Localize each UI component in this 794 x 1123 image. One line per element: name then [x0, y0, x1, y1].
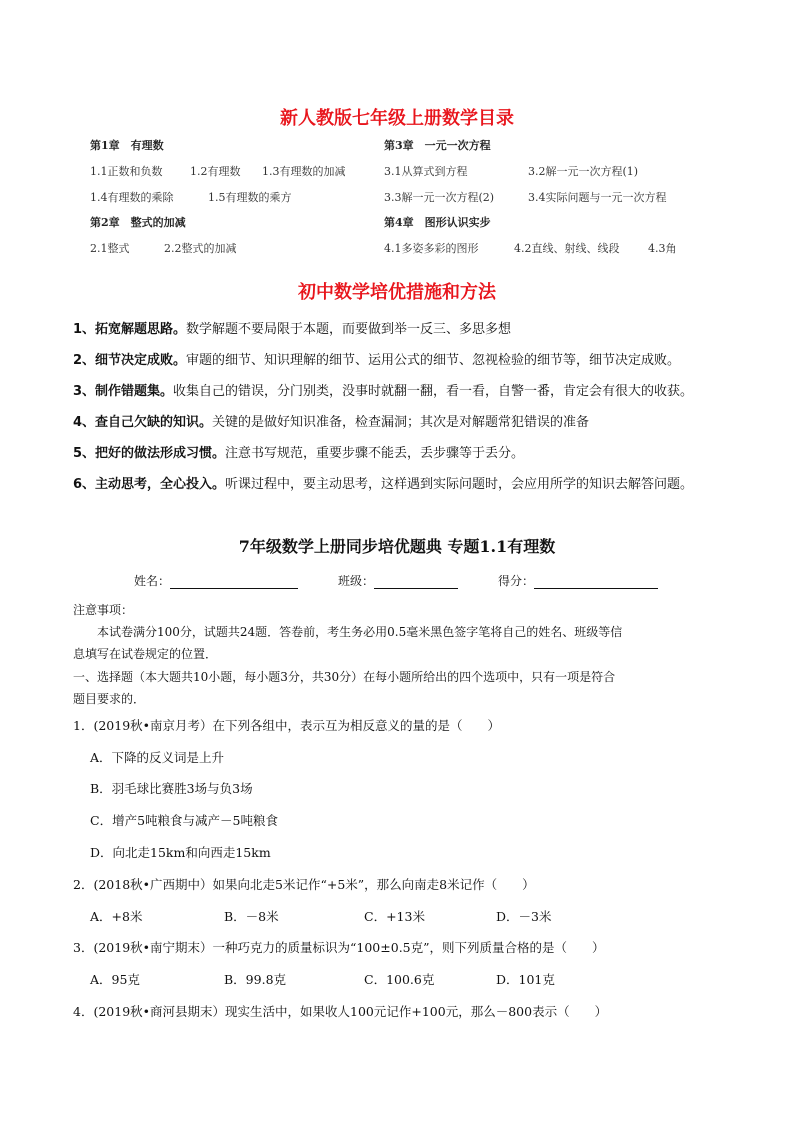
- toc-item: 4.1多姿多彩的图形: [384, 242, 479, 255]
- tip-item: 1、拓宽解题思路。数学解题不要局限于本题，而要做到举一反三、多思多想: [73, 322, 512, 337]
- tip-item: 2、细节决定成败。审题的细节、知识理解的细节、运用公式的细节、忽视检验的细节等，细节决定成败。: [73, 353, 681, 368]
- question-3-option-c[interactable]: C．100.6克: [364, 972, 435, 987]
- chapter-3-heading: 第3章 一元一次方程: [384, 139, 491, 152]
- question-2-option-b[interactable]: B．－8米: [224, 909, 279, 924]
- class-field[interactable]: [338, 572, 458, 589]
- toc-item: 4.3角: [648, 242, 677, 255]
- question-1-option-c[interactable]: C．增产5吨粮食与减产－5吨粮食: [90, 813, 278, 828]
- toc-item: 2.2整式的加减: [164, 242, 237, 255]
- question-1-option-b[interactable]: B．羽毛球比赛胜3场与负3场: [90, 781, 253, 796]
- chapter-2-heading: 第2章 整式的加减: [90, 216, 186, 229]
- question-3-option-a[interactable]: A．95克: [90, 972, 140, 987]
- question-1-option-d[interactable]: D．向北走15km和向西走15km: [90, 845, 271, 860]
- name-field[interactable]: [134, 572, 298, 589]
- question-1-stem: 1．(2019秋•南京月考）在下列各组中，表示互为相反意义的量的是（ ）: [73, 718, 501, 733]
- tip-item: 3、制作错题集。收集自己的错误，分门别类，没事时就翻一翻，看一看，自警一番，肯定会有很大的收获。: [73, 384, 694, 399]
- section-heading: 题目要求的．: [73, 692, 146, 706]
- name-blank[interactable]: [170, 576, 298, 589]
- class-blank[interactable]: [374, 576, 458, 589]
- name-label: 姓名：: [134, 574, 171, 588]
- toc-item: 1.4有理数的乘除: [90, 191, 174, 204]
- section-heading: 一、选择题（本大题共10小题，每小题3分，共30分）在每小题所给出的四个选项中，只有一项是符合: [73, 670, 616, 684]
- question-3-stem: 3．(2019秋•南宁期末）一种巧克力的质量标识为“100±0.5克”，则下列质量合格的是（ ）: [73, 940, 605, 955]
- chapter-1-heading: 第1章 有理数: [90, 139, 164, 152]
- toc-item: 1.1正数和负数: [90, 165, 163, 178]
- toc-item: 3.2解一元一次方程(1): [528, 165, 639, 178]
- class-label: 班级：: [338, 574, 375, 588]
- toc-item: 1.5有理数的乘方: [208, 191, 292, 204]
- score-field[interactable]: [498, 572, 658, 589]
- notice-text: 息填写在试卷规定的位置．: [73, 647, 218, 661]
- question-2-option-a[interactable]: A．+8米: [90, 909, 143, 924]
- toc-item: 3.4实际问题与一元一次方程: [528, 191, 667, 204]
- exam-title: 7年级数学上册同步培优题典 专题1.1有理数: [238, 537, 556, 556]
- tip-item: 6、主动思考，全心投入。听课过程中，要主动思考，这样遇到实际问题时，会应用所学的知识去解答问题。: [73, 477, 694, 492]
- toc-item: 1.3有理数的加减: [262, 165, 346, 178]
- question-3-option-b[interactable]: B．99.8克: [224, 972, 287, 987]
- question-2-stem: 2．(2018秋•广西期中）如果向北走5米记作“+5米”，那么向南走8米记作（ ）: [73, 877, 535, 892]
- catalog-title: 新人教版七年级上册数学目录: [280, 108, 514, 129]
- toc-item: 3.1从算式到方程: [384, 165, 468, 178]
- score-blank[interactable]: [534, 576, 658, 589]
- tips-title: 初中数学培优措施和方法: [298, 282, 496, 303]
- question-2-option-c[interactable]: C．+13米: [364, 909, 425, 924]
- score-label: 得分：: [498, 574, 535, 588]
- tip-item: 5、把好的做法形成习惯。注意书写规范，重要步骤不能丢，丢步骤等于丢分。: [73, 446, 525, 461]
- question-3-option-d[interactable]: D．101克: [496, 972, 555, 987]
- notice-heading: 注意事项：: [73, 603, 134, 617]
- toc-item: 4.2直线、射线、线段: [514, 242, 620, 255]
- question-2-option-d[interactable]: D．－3米: [496, 909, 552, 924]
- toc-item: 1.2有理数: [190, 165, 241, 178]
- toc-item: 3.3解一元一次方程(2): [384, 191, 495, 204]
- tip-item: 4、查自己欠缺的知识。关键的是做好知识准备，检查漏洞；其次是对解题常犯错误的准备: [73, 415, 590, 430]
- notice-text: 本试卷满分100分，试题共24题．答卷前，考生务必用0.5毫米黑色签字笔将自己的姓名、班级等信: [97, 625, 623, 639]
- toc-item: 2.1整式: [90, 242, 130, 255]
- question-4-stem: 4．(2019秋•商河县期末）现实生活中，如果收人100元记作+100元，那么－800表示（ ）: [73, 1004, 608, 1019]
- question-1-option-a[interactable]: A．下降的反义词是上升: [90, 750, 225, 765]
- chapter-4-heading: 第4章 图形认识实步: [384, 216, 491, 229]
